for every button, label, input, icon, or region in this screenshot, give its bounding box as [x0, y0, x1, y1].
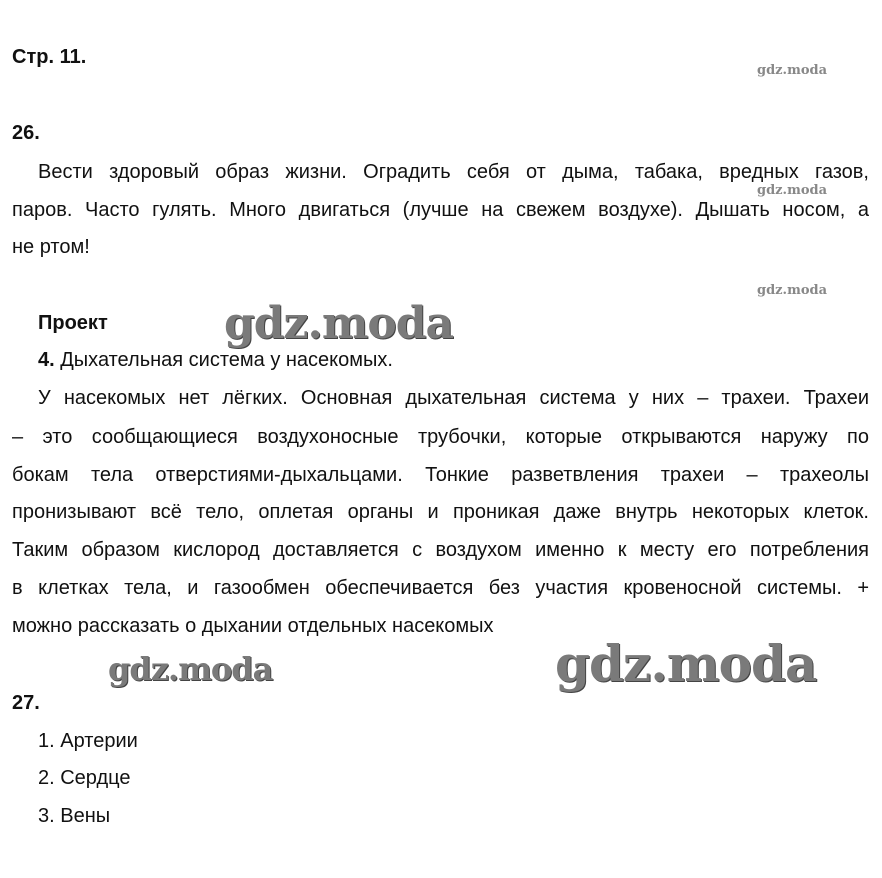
- task-26-number: 26.: [12, 122, 40, 144]
- project-item-number: 4.: [38, 349, 55, 371]
- project-item-title: [38, 348, 882, 372]
- task-26-line: Вести здоровый образ жизни. Оградить себя от дыма, табака, вредных газов,: [38, 161, 869, 183]
- project-line: Таким образом кислород доставляется с воздухом именно к месту его потребления: [12, 539, 869, 561]
- watermark: gdz.moda: [224, 298, 454, 349]
- project-heading: Проект: [38, 312, 108, 334]
- watermark: gdz.moda: [757, 283, 828, 298]
- watermark: gdz.moda: [757, 63, 828, 78]
- task-27-item: 3. Вены: [38, 805, 111, 827]
- project-line: У насекомых нет лёгких. Основная дыхательная система у них – трахеи. Трахеи: [38, 387, 869, 409]
- project-line: можно рассказать о дыхании отдельных насекомых: [12, 615, 494, 637]
- page-label: Стр. 11.: [12, 46, 87, 68]
- watermark: gdz.moda: [757, 183, 828, 198]
- task-27-item: 1. Артерии: [38, 730, 138, 752]
- task-27-number: 27.: [12, 692, 40, 714]
- project-line: – это сообщающиеся воздухоносные трубочки, которые открываются наружу по: [12, 426, 869, 448]
- project-line: бокам тела отверстиями-дыхальцами. Тонкие разветвления трахеи – трахеолы: [12, 464, 869, 486]
- project-item-text: Дыхательная система у насекомых.: [54, 349, 393, 371]
- project-line: в клетках тела, и газообмен обеспечивается без участия кровеносной системы. +: [12, 577, 869, 599]
- task-26-line: паров. Часто гулять. Много двигаться (лучше на свежем воздухе). Дышать носом, а: [12, 199, 869, 221]
- project-line: пронизывают всё тело, оплетая органы и проникая даже внутрь некоторых клеток.: [12, 501, 869, 523]
- task-27-item: 2. Сердце: [38, 767, 131, 789]
- task-26-line: не ртом!: [12, 236, 90, 258]
- watermark: gdz.moda: [108, 650, 273, 688]
- watermark: gdz.moda: [555, 634, 817, 693]
